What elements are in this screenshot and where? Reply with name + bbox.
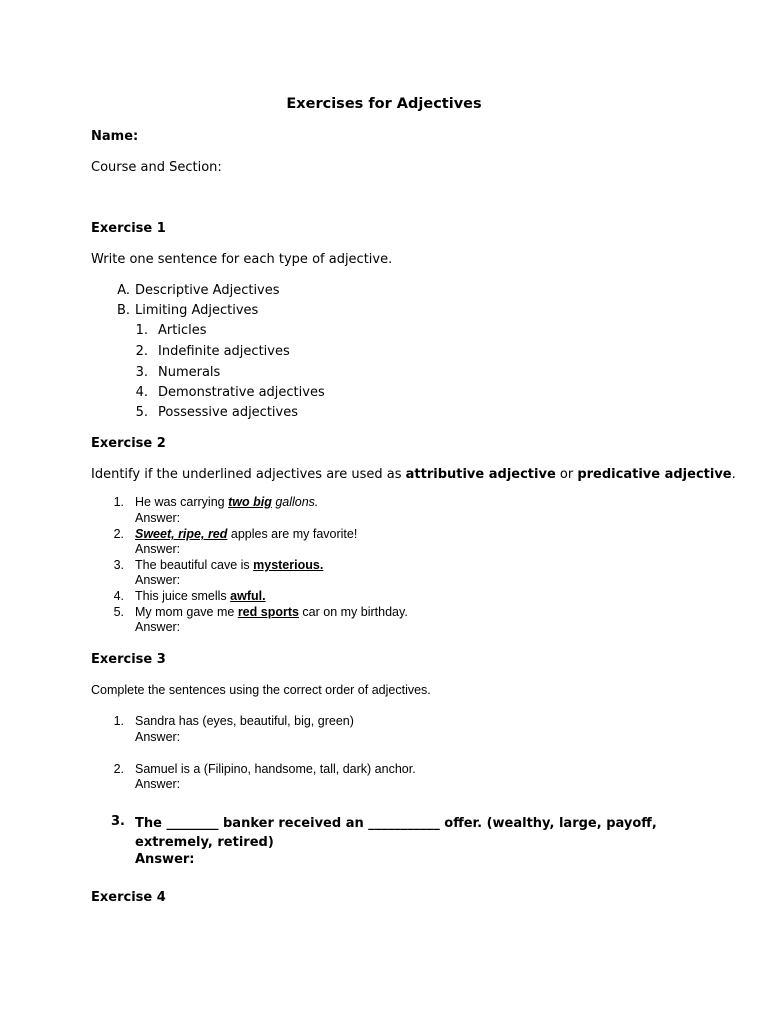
list-item [108,495,318,509]
list-item [113,303,258,318]
list-marker: 4. [113,589,124,603]
list-marker: 1. [113,495,124,509]
answer-label: Answer: [135,777,181,791]
exercise-1-heading: Exercise 1 [91,221,166,236]
instruction-text: . [731,467,736,482]
instruction-text: Identify if the underlined adjectives are used as [91,467,406,482]
instruction-term: attributive adjective [405,467,556,482]
list-text: Possessive adjectives [158,405,299,420]
sentence-text: The ________ banker received an ___________ offer. (wealthy, large, payoff, extremely, retired) [135,816,657,850]
sentence-text: Sandra has (eyes, beautiful, big, green) [135,714,354,728]
list-marker: 2. [113,527,124,541]
list-item [113,283,280,298]
underlined-adjective: Sweet, ripe, red [135,527,228,541]
instruction-text: or [555,467,578,482]
sentence-text: gallons. [271,495,319,509]
list-marker: A. [117,283,130,298]
underlined-adjective: mysterious. [253,558,324,572]
answer-label: Answer: [135,511,181,525]
list-item [134,405,298,420]
answer-label: Answer: [135,620,181,634]
document-title: Exercises for Adjectives [286,96,482,112]
sentence-text: car on my birthday. [298,605,408,619]
instruction-term: predicative adjective [577,467,732,482]
list-text: Descriptive Adjectives [135,283,280,298]
exercise-2-heading: Exercise 2 [91,436,166,451]
list-text: Articles [158,323,207,338]
list-item [108,558,323,572]
underlined-adjective: awful. [230,589,266,603]
list-item [134,344,290,359]
list-text: Demonstrative adjectives [158,385,325,400]
list-text: Indefinite adjectives [158,344,290,359]
exercise-3-instruction: Complete the sentences using the correct order of adjectives. [91,683,431,697]
list-marker: 1. [135,323,148,338]
list-item [108,527,357,541]
list-marker: 3. [113,558,124,572]
exercise-4-heading: Exercise 4 [91,890,166,905]
name-label: Name: [91,129,139,144]
exercise-1-instruction: Write one sentence for each type of adjective. [91,252,393,267]
underlined-adjective: two big [228,495,272,509]
list-item [134,385,325,400]
sentence-text: The beautiful cave is [135,558,254,572]
list-item [108,605,408,619]
list-marker: B. [116,303,130,318]
list-item [108,589,266,603]
answer-label: Answer: [135,730,181,744]
sentence-text: apples are my favorite! [227,527,358,541]
sentence-text: He was carrying [135,495,229,509]
list-marker: 4. [135,385,148,400]
list-marker: 2. [113,762,124,776]
list-marker: 5. [135,405,148,420]
exercise-3-heading: Exercise 3 [91,652,166,667]
sentence-text: This juice smells [135,589,231,603]
list-marker: 2. [135,344,148,359]
sentence-text: My mom gave me [135,605,238,619]
list-marker: 3. [135,365,148,380]
sentence-text: Samuel is a (Filipino, handsome, tall, dark) anchor. [135,762,416,776]
list-text: Limiting Adjectives [135,303,259,318]
answer-label: Answer: [135,573,181,587]
underlined-adjective: red sports [237,605,299,619]
list-marker: 5. [113,605,124,619]
answer-label: Answer: [135,542,181,556]
list-item [134,365,220,380]
list-marker: 3. [111,814,125,829]
exercise-2-instruction [91,467,736,482]
course-section-label: Course and Section: [91,160,222,175]
list-item [108,714,354,728]
list-item [134,323,206,338]
list-text: Numerals [158,365,221,380]
list-item [108,762,416,776]
list-marker: 1. [113,714,124,728]
answer-label: Answer: [135,852,195,867]
